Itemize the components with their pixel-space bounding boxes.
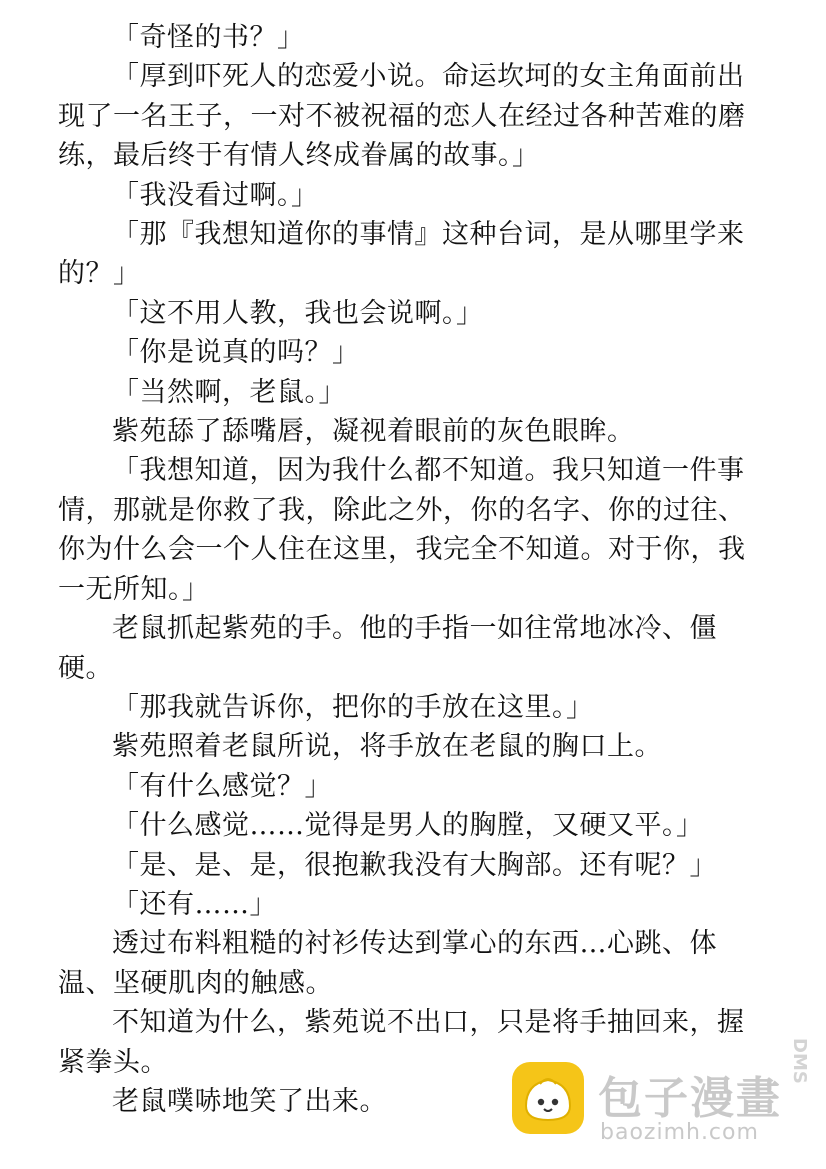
paragraph: 「是、是、是，很抱歉我没有大胸部。还有呢？」 bbox=[112, 849, 717, 881]
watermark-title: 包子漫畫 bbox=[598, 1073, 782, 1124]
paragraph: 「那我就告诉你，把你的手放在这里。」 bbox=[112, 691, 594, 723]
paragraph: 透过布料粗糙的衬衫传达到掌心的东西…心跳、体温、坚硬肌肉的触感。 bbox=[58, 928, 717, 999]
paragraph: 不知道为什么，紫苑说不出口，只是将手抽回来，握紧拳头。 bbox=[58, 1007, 745, 1078]
paragraph: 「奇怪的书？」 bbox=[112, 22, 305, 53]
paragraph: 「厚到吓死人的恋爱小说。命运坎坷的女主角面前出现了一名王子，一对不被祝福的恋人在经过各种苦难的磨练，最后终于有情人终成眷属的故事。」 bbox=[58, 61, 746, 172]
paragraph: 「这不用人教，我也会说啊。」 bbox=[112, 297, 484, 329]
paragraph: 「你是说真的吗？」 bbox=[112, 337, 360, 369]
paragraph: 老鼠噗哧地笑了出来。 bbox=[112, 1085, 387, 1117]
side-watermark: DMS bbox=[789, 1038, 810, 1084]
paragraph: 「还有……」 bbox=[112, 888, 277, 920]
watermark-url: baozimh.com bbox=[600, 1120, 759, 1145]
watermark bbox=[512, 1062, 812, 1152]
paragraph: 「那『我想知道你的事情』这种台词，是从哪里学来的？」 bbox=[58, 219, 745, 290]
paragraph: 「我没看过啊。」 bbox=[112, 179, 319, 211]
bun-logo-icon bbox=[512, 1062, 584, 1134]
paragraph: 紫苑照着老鼠所说，将手放在老鼠的胸口上。 bbox=[112, 731, 662, 763]
text-body bbox=[58, 18, 758, 1121]
paragraph: 紫苑舔了舔嘴唇，凝视着眼前的灰色眼眸。 bbox=[112, 416, 635, 448]
paragraph: 「我想知道，因为我什么都不知道。我只知道一件事情，那就是你救了我，除此之外，你的名字、你的过往、你为什么会一个人住在这里，我完全不知道。对于你，我一无所知。」 bbox=[58, 455, 746, 605]
paragraph: 「当然啊，老鼠。」 bbox=[112, 376, 346, 408]
paragraph: 老鼠抓起紫苑的手。他的手指一如往常地冰冷、僵硬。 bbox=[58, 613, 717, 684]
paragraph: 「有什么感觉？」 bbox=[112, 770, 332, 802]
paragraph: 「什么感觉……觉得是男人的胸膛，又硬又平。」 bbox=[112, 810, 704, 842]
